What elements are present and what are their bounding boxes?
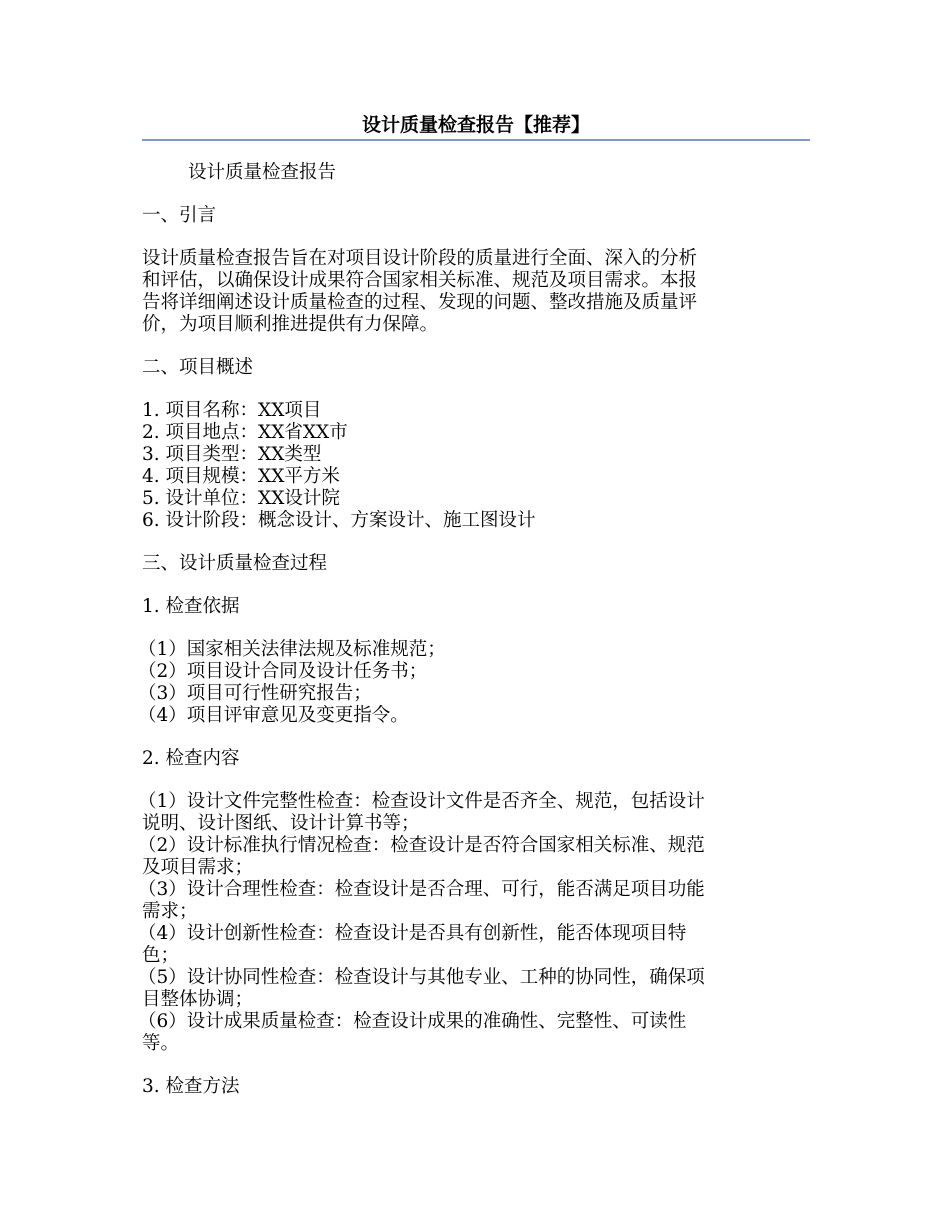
list-item-line: （2）设计标准执行情况检查：检查设计是否符合国家相关标准、规范 [138, 835, 705, 856]
inspection-content-list [138, 791, 810, 1055]
list-item: 3. 项目类型：XX类型 [142, 444, 322, 465]
list-item-line: （4）设计创新性检查：检查设计是否具有创新性，能否体现项目特 [138, 923, 687, 944]
subheading-inspection-content: 2. 检查内容 [142, 748, 240, 769]
list-item: 1. 项目名称：XX项目 [142, 400, 322, 421]
paragraph-line: 价，为项目顺利推进提供有力保障。 [142, 314, 439, 335]
section-heading-project-overview: 二、项目概述 [142, 357, 254, 378]
list-item-line: 目整体协调； [142, 989, 254, 1010]
list-item: （3）项目可行性研究报告； [138, 683, 372, 704]
section-heading-introduction: 一、引言 [142, 205, 217, 226]
project-overview-list [142, 400, 810, 532]
list-item-line: 说明、设计图纸、设计计算书等； [142, 813, 420, 834]
title-underline [142, 139, 810, 141]
paragraph-line: 和评估，以确保设计成果符合国家相关标准、规范及项目需求。本报 [142, 270, 698, 291]
list-item: 6. 设计阶段：概念设计、方案设计、施工图设计 [142, 510, 536, 531]
list-item: （4）项目评审意见及变更指令。 [138, 705, 409, 726]
document-subtitle: 设计质量检查报告 [188, 162, 337, 183]
list-item-line: （1）设计文件完整性检查：检查设计文件是否齐全、规范，包括设计 [138, 791, 705, 812]
list-item: 4. 项目规模：XX平方米 [142, 466, 340, 487]
paragraph-line: 告将详细阐述设计质量检查的过程、发现的问题、整改措施及质量评 [142, 292, 698, 313]
section-heading-inspection-process: 三、设计质量检查过程 [142, 553, 328, 574]
inspection-basis-list [138, 639, 810, 727]
list-item: （1）国家相关法律法规及标准规范； [138, 639, 446, 660]
list-item: （2）项目设计合同及设计任务书； [138, 661, 428, 682]
paragraph-line: 设计质量检查报告旨在对项目设计阶段的质量进行全面、深入的分析 [142, 248, 698, 269]
list-item-line: 色； [142, 945, 180, 966]
document-body [138, 162, 810, 1119]
list-item-line: （6）设计成果质量检查：检查设计成果的准确性、完整性、可读性 [138, 1011, 687, 1032]
subheading-inspection-method: 3. 检查方法 [142, 1076, 240, 1097]
subheading-inspection-basis: 1. 检查依据 [142, 596, 240, 617]
document-title: 设计质量检查报告【推荐】 [361, 114, 590, 136]
list-item-line: （3）设计合理性检查：检查设计是否合理、可行，能否满足项目功能 [138, 879, 705, 900]
list-item-line: 等。 [142, 1033, 180, 1054]
list-item-line: 需求； [142, 901, 198, 922]
list-item-line: （5）设计协同性检查：检查设计与其他专业、工种的协同性，确保项 [138, 967, 705, 988]
list-item: 2. 项目地点：XX省XX市 [142, 422, 348, 443]
introduction-paragraph [142, 248, 810, 336]
list-item-line: 及项目需求； [142, 857, 254, 878]
list-item: 5. 设计单位：XX设计院 [142, 488, 340, 509]
